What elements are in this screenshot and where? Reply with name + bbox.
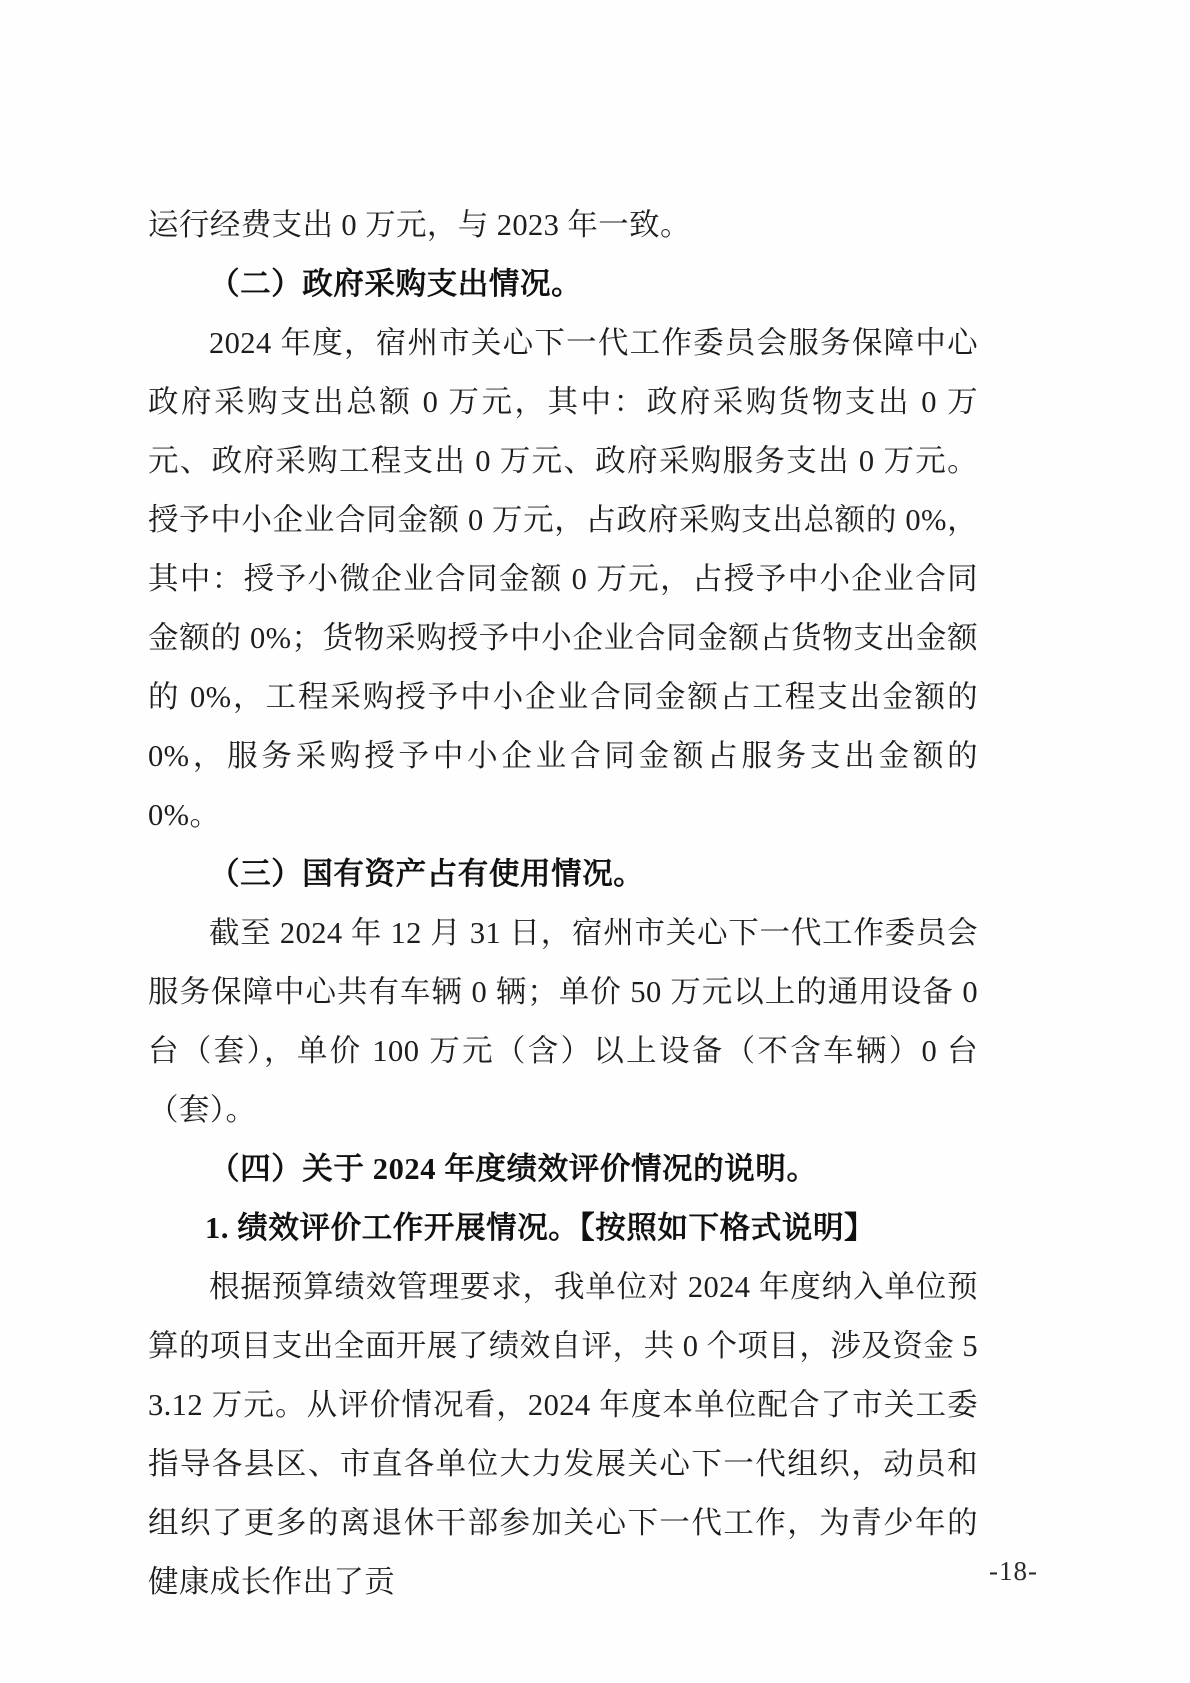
paragraph-evaluation-detail: 根据预算绩效管理要求，我单位对 2024 年度纳入单位预算的项目支出全面开展了绩效自评，共 0 个项目，涉及资金 53.12 万元。从评价情况看，2024 年度本单位配合了市关工委指导各县区、市直各单位大力发展关心下一代组织，动员和组织了更多的离退休干部参加关心下一代工作，为青少年的健康成长作出了贡 (148, 1270, 978, 1599)
section-heading-government-procurement: （二）政府采购支出情况。 (209, 267, 583, 301)
paragraph-state-assets-detail: 截至 2024 年 12 月 31 日，宿州市关心下一代工作委员会服务保障中心共有车辆 0 辆；单价 50 万元以上的通用设备 0 台（套），单价 100 万元（含）以上设备（不含车辆）0 台（套）。 (148, 916, 978, 1127)
paragraph-运行经费: 运行经费支出 0 万元，与 2023 年一致。 (148, 208, 691, 242)
document-body (148, 196, 978, 1612)
subsection-heading-evaluation-work: 1. 绩效评价工作开展情况。【按照如下格式说明】 (205, 1211, 876, 1245)
page-number: -18- (989, 1556, 1038, 1586)
section-heading-performance-evaluation: （四）关于 2024 年度绩效评价情况的说明。 (209, 1152, 818, 1186)
section-heading-state-assets: （三）国有资产占有使用情况。 (209, 857, 645, 891)
paragraph-procurement-detail: 2024 年度，宿州市关心下一代工作委员会服务保障中心政府采购支出总额 0 万元，其中：政府采购货物支出 0 万元、政府采购工程支出 0 万元、政府采购服务支出 0 万元。授予中小企业合同金额 0 万元，占政府采购支出总额的 0%，其中：授予小微企业合同金额 0 万元，占授予中小企业合同金额的 0%；货物采购授予中小企业合同金额占货物支出金额的 0%，工程采购授予中小企业合同金额占工程支出金额的 0%，服务采购授予中小企业合同金额占服务支出金额的 0%。 (148, 326, 978, 832)
